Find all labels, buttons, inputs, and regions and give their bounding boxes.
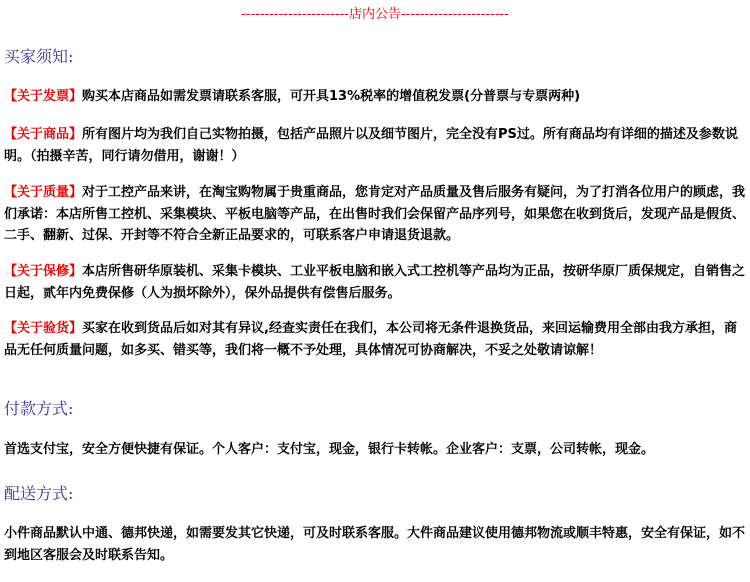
payment-paragraph: 首选支付宝，安全方便快捷有保证。个人客户：支付宝，现金，银行卡转帐。企业客户：支票，公司转帐，现金。 [4,442,655,457]
warranty-tag: 【关于保修】 [4,264,83,279]
buyer-notice-heading: 买家须知: [4,47,74,66]
product-tag: 【关于商品】 [4,127,83,142]
notice-title: -----------------------店内公告----------------------- [241,7,509,22]
quality-paragraph [4,182,749,247]
inspection-text: 买家在收到货品后如对其有异议,经查实责任在我们，本公司将无条件退换货品，来回运输费用全部由我方承担，商品无任何质量问题，如多买、错买等，我们将一概不予处理，具体情况可协商解决，不妥之处敬请谅解！ [4,321,737,358]
inspection-paragraph [4,318,749,361]
product-text: 所有图片均为我们自己实物拍摄，包括产品照片以及细节图片，完全没有PS过。所有商品均有详细的描述及参数说明。（拍摄辛苦，同行请勿借用，谢谢！） [4,127,738,164]
invoice-text: 购买本店商品如需发票请联系客服，可开具13%税率的增值税发票(分普票与专票两种) [82,89,581,104]
warranty-text: 本店所售研华原装机、采集卡模块、工业平板电脑和嵌入式工控机等产品均为正品，按研华原厂质保规定，自销售之日起，贰年内免费保修（人为损坏除外），保外品提供有偿售后服务。 [4,264,746,301]
payment-heading: 付款方式: [4,399,74,418]
invoice-paragraph [4,86,749,108]
quality-text: 对于工控产品来讲，在淘宝购物属于贵重商品，您肯定对产品质量及售后服务有疑问，为了打消各位用户的顾虑，我们承诺：本店所售工控机、采集模块、平板电脑等产品，在出售时我们会保留产品序列号，如果您在收到货后，发现产品是假货、二手、翻新、过保、开封等不符合全新正品要求的，可联系客户申请退货退款。 [4,185,746,243]
shipping-paragraph: 小件商品默认中通、德邦快递，如需要发其它快递，可及时联系客服。大件商品建议使用德邦物流或顺丰特惠，安全有保证，如不到地区客服会及时联系告知。 [4,526,746,563]
shipping-heading: 配送方式: [4,484,74,503]
inspection-tag: 【关于验货】 [4,321,83,336]
warranty-paragraph [4,261,749,304]
invoice-tag: 【关于发票】 [4,89,83,104]
quality-tag: 【关于质量】 [4,185,83,200]
product-paragraph [4,124,749,167]
